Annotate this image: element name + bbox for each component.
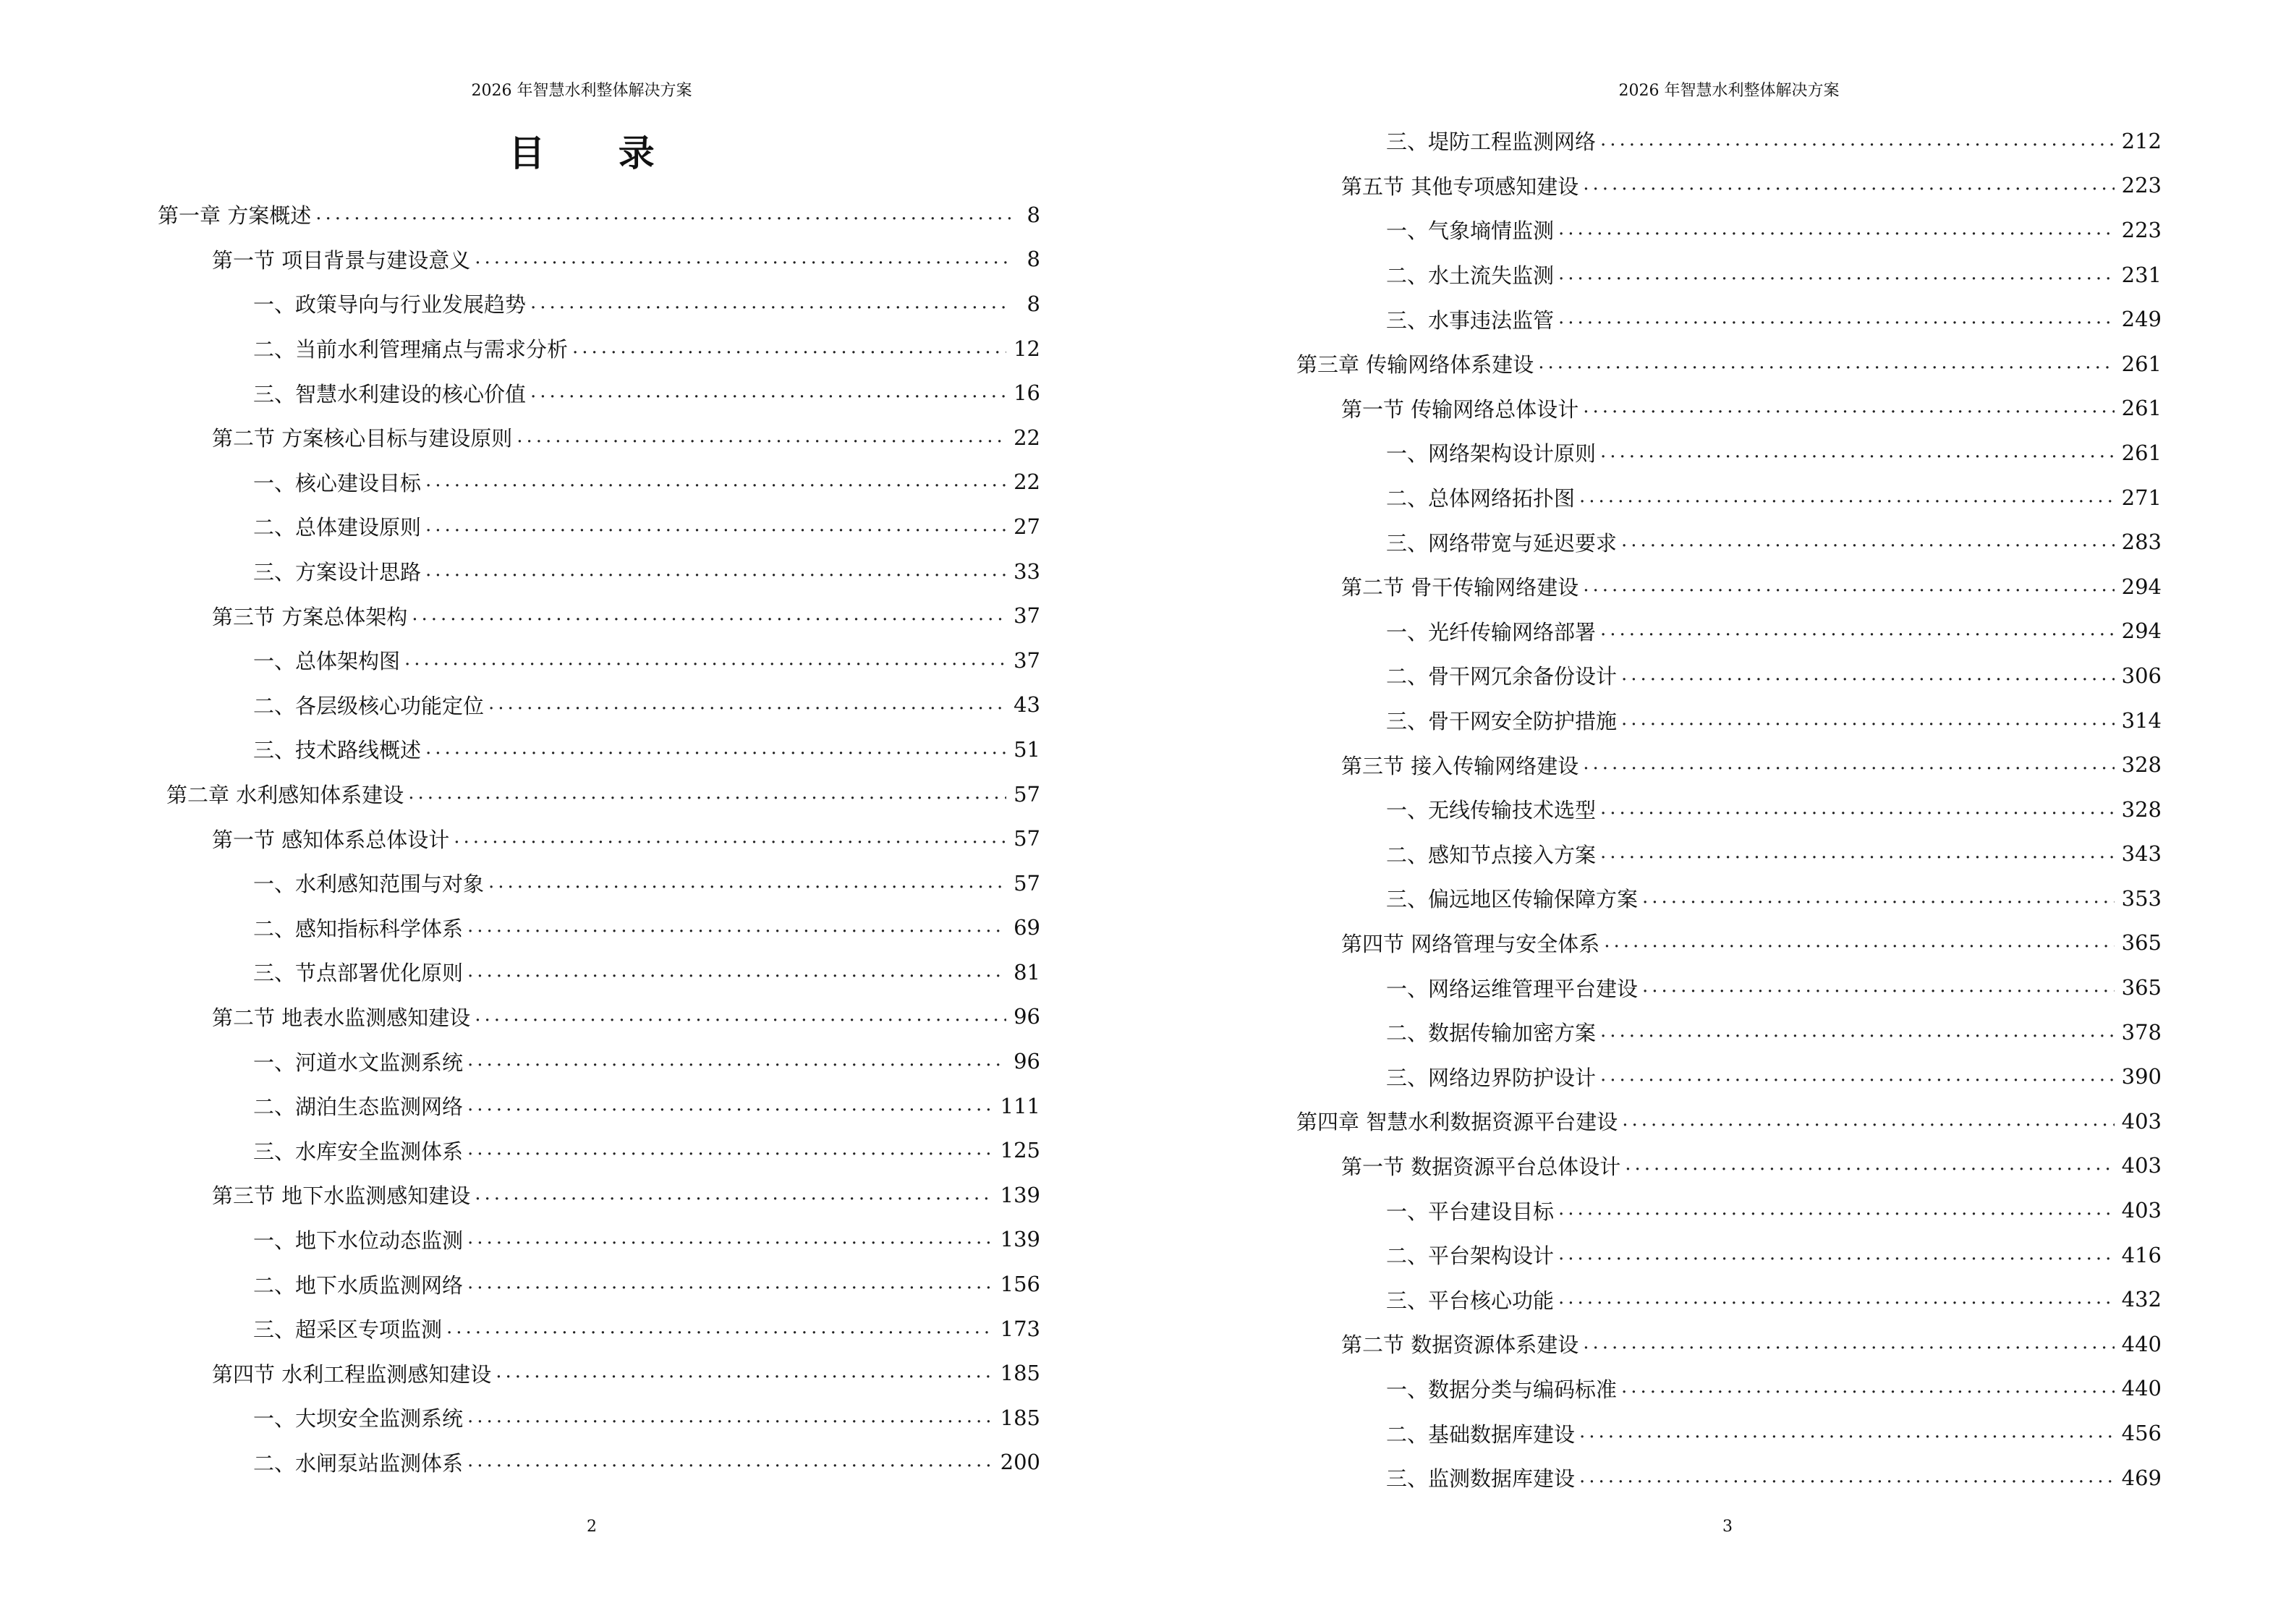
toc-subsection-entry[interactable] bbox=[1296, 832, 2162, 877]
dot-leader bbox=[1579, 487, 2115, 506]
toc-subsection-entry[interactable] bbox=[158, 683, 1040, 728]
dot-leader bbox=[467, 1407, 993, 1426]
toc-subsection-entry[interactable] bbox=[1296, 1277, 2162, 1322]
entry-page-number: 8 bbox=[1027, 247, 1040, 272]
toc-section-entry[interactable] bbox=[1296, 1144, 2162, 1189]
entry-page-number: 33 bbox=[1014, 558, 1040, 584]
entry-page-number: 57 bbox=[1014, 870, 1040, 896]
entry-page-number: 271 bbox=[2121, 485, 2162, 510]
entry-label: 一、无线传输技术选型 bbox=[1386, 798, 1597, 823]
entry-page-number: 365 bbox=[2121, 930, 2162, 956]
entry-label: 一、核心建设目标 bbox=[253, 470, 422, 496]
entry-page-number: 27 bbox=[1014, 514, 1040, 539]
dot-leader bbox=[467, 1228, 993, 1247]
entry-page-number: 51 bbox=[1014, 736, 1040, 762]
toc-subsection-entry[interactable] bbox=[1296, 653, 2162, 698]
entry-label: 第二章 水利感知体系建设 bbox=[166, 783, 404, 808]
entry-label: 三、偏远地区传输保障方案 bbox=[1386, 887, 1639, 912]
entry-label: 一、地下水位动态监测 bbox=[253, 1228, 464, 1253]
entry-label: 二、地下水质监测网络 bbox=[253, 1272, 464, 1298]
dot-leader bbox=[467, 1050, 1006, 1069]
entry-page-number: 81 bbox=[1014, 959, 1040, 985]
entry-page-number: 343 bbox=[2121, 841, 2162, 867]
entry-page-number: 328 bbox=[2121, 796, 2162, 822]
dot-leader bbox=[475, 248, 1011, 267]
entry-label: 一、数据分类与编码标准 bbox=[1386, 1377, 1618, 1402]
dot-leader bbox=[488, 694, 1006, 713]
entry-label: 一、总体架构图 bbox=[253, 649, 401, 674]
dot-leader bbox=[1600, 130, 2115, 149]
entry-label: 二、骨干网冗余备份设计 bbox=[1386, 664, 1618, 689]
dot-leader bbox=[1600, 1066, 2115, 1084]
toc-subsection-entry[interactable] bbox=[158, 638, 1040, 683]
entry-page-number: 456 bbox=[2121, 1421, 2162, 1446]
toc-subsection-entry[interactable] bbox=[158, 1039, 1040, 1084]
toc-subsection-entry[interactable] bbox=[158, 1395, 1040, 1440]
entry-label: 一、河道水文监测系统 bbox=[253, 1050, 464, 1075]
entry-page-number: 43 bbox=[1014, 692, 1040, 718]
toc-subsection-entry[interactable] bbox=[1296, 698, 2162, 743]
toc-subsection-entry[interactable] bbox=[1296, 1455, 2162, 1500]
entry-page-number: 294 bbox=[2121, 574, 2162, 599]
entry-label: 三、水事违法监管 bbox=[1386, 307, 1555, 333]
dot-leader bbox=[1558, 308, 2115, 327]
entry-page-number: 261 bbox=[2121, 396, 2162, 421]
dot-leader bbox=[467, 1273, 993, 1292]
toc-chapter-entry[interactable] bbox=[1296, 1099, 2162, 1144]
dot-leader bbox=[530, 293, 1011, 312]
toc-subsection-entry[interactable] bbox=[1296, 208, 2162, 252]
entry-page-number: 283 bbox=[2121, 530, 2162, 555]
toc-subsection-entry[interactable] bbox=[1296, 119, 2162, 163]
entry-page-number: 22 bbox=[1014, 425, 1040, 450]
toc-subsection-entry[interactable] bbox=[1296, 876, 2162, 921]
page-number: 2 bbox=[587, 1518, 597, 1536]
entry-page-number: 328 bbox=[2121, 752, 2162, 778]
entry-label: 第四章 智慧水利数据资源平台建设 bbox=[1296, 1110, 1618, 1135]
right-page bbox=[1143, 0, 2286, 1624]
entry-label: 二、总体网络拓扑图 bbox=[1386, 486, 1576, 511]
toc-subsection-entry[interactable] bbox=[158, 1262, 1040, 1306]
toc-chapter-entry[interactable] bbox=[158, 772, 1040, 817]
toc-subsection-entry[interactable] bbox=[158, 281, 1040, 326]
dot-leader bbox=[488, 872, 1006, 891]
entry-page-number: 57 bbox=[1014, 781, 1040, 807]
page-number: 3 bbox=[1722, 1518, 1733, 1536]
toc-subsection-entry[interactable] bbox=[1296, 965, 2162, 1010]
entry-label: 第三节 接入传输网络建设 bbox=[1341, 753, 1579, 778]
entry-page-number: 294 bbox=[2121, 618, 2162, 644]
dot-leader bbox=[467, 961, 1006, 980]
entry-label: 一、光纤传输网络部署 bbox=[1386, 619, 1597, 645]
dot-leader bbox=[1621, 531, 2115, 550]
toc-list bbox=[1296, 119, 2162, 1500]
dot-leader bbox=[572, 338, 1006, 357]
dot-leader bbox=[1558, 1199, 2115, 1218]
toc-subsection-entry[interactable] bbox=[158, 950, 1040, 995]
dot-leader bbox=[1622, 1110, 2114, 1129]
entry-label: 一、气象墒情监测 bbox=[1386, 218, 1555, 244]
toc-subsection-entry[interactable] bbox=[158, 1440, 1040, 1485]
entry-label: 二、当前水利管理痛点与需求分析 bbox=[253, 337, 569, 362]
dot-leader bbox=[454, 828, 1006, 846]
toc-subsection-entry[interactable] bbox=[1296, 1411, 2162, 1455]
entry-label: 二、水土流失监测 bbox=[1386, 263, 1555, 289]
toc-chapter-entry[interactable] bbox=[1296, 341, 2162, 386]
entry-label: 一、平台建设目标 bbox=[1386, 1199, 1555, 1224]
entry-label: 三、节点部署优化原则 bbox=[253, 961, 464, 986]
entry-label: 三、监测数据库建设 bbox=[1386, 1466, 1576, 1492]
entry-page-number: 353 bbox=[2121, 885, 2162, 911]
entry-label: 第四节 水利工程监测感知建设 bbox=[212, 1361, 492, 1387]
toc-section-entry[interactable] bbox=[1296, 564, 2162, 609]
entry-page-number: 22 bbox=[1014, 469, 1040, 495]
dot-leader bbox=[1558, 1244, 2115, 1263]
entry-label: 二、湖泊生态监测网络 bbox=[253, 1094, 464, 1120]
entry-label: 一、政策导向与行业发展趋势 bbox=[253, 292, 527, 318]
entry-label: 第五节 其他专项感知建设 bbox=[1341, 174, 1579, 199]
dot-leader bbox=[404, 650, 1006, 668]
dot-leader bbox=[467, 1095, 993, 1114]
running-head: 2026 年智慧水利整体解决方案 bbox=[471, 82, 692, 100]
toc-section-entry[interactable] bbox=[1296, 921, 2162, 966]
entry-page-number: 403 bbox=[2121, 1153, 2162, 1178]
entry-label: 第一节 项目背景与建设意义 bbox=[212, 247, 471, 273]
dot-leader bbox=[425, 739, 1006, 757]
dot-leader bbox=[1600, 799, 2115, 817]
entry-label: 一、网络运维管理平台建设 bbox=[1386, 976, 1639, 1001]
dot-leader bbox=[1583, 174, 2114, 193]
entry-label: 三、骨干网安全防护措施 bbox=[1386, 709, 1618, 734]
entry-page-number: 365 bbox=[2121, 975, 2162, 1000]
entry-label: 三、网络边界防护设计 bbox=[1386, 1065, 1597, 1090]
dot-leader bbox=[1583, 1333, 2114, 1352]
toc-subsection-entry[interactable] bbox=[158, 1217, 1040, 1262]
entry-label: 二、各层级核心功能定位 bbox=[253, 693, 485, 718]
toc-section-entry[interactable] bbox=[158, 415, 1040, 460]
entry-label: 第二节 地表水监测感知建设 bbox=[212, 1005, 471, 1030]
toc-section-entry[interactable] bbox=[158, 995, 1040, 1040]
entry-label: 第三节 地下水监测感知建设 bbox=[212, 1183, 471, 1209]
entry-label: 二、感知指标科学体系 bbox=[253, 916, 464, 941]
entry-page-number: 223 bbox=[2121, 173, 2162, 198]
dot-leader bbox=[1604, 932, 2114, 951]
dot-leader bbox=[517, 427, 1006, 446]
entry-label: 第一节 感知体系总体设计 bbox=[212, 827, 450, 852]
entry-label: 三、超采区专项监测 bbox=[253, 1317, 443, 1343]
toc-section-entry[interactable] bbox=[158, 816, 1040, 861]
dot-leader bbox=[1583, 576, 2114, 595]
entry-label: 第一节 数据资源平台总体设计 bbox=[1341, 1154, 1621, 1179]
dot-leader bbox=[1642, 977, 2115, 995]
dot-leader bbox=[530, 382, 1006, 401]
toc-subsection-entry[interactable] bbox=[158, 549, 1040, 594]
entry-label: 二、水闸泵站监测体系 bbox=[253, 1450, 464, 1476]
entry-page-number: 440 bbox=[2121, 1331, 2162, 1356]
dot-leader bbox=[1621, 665, 2115, 684]
entry-page-number: 37 bbox=[1014, 647, 1040, 673]
entry-label: 三、水库安全监测体系 bbox=[253, 1139, 464, 1164]
dot-leader bbox=[315, 204, 1011, 223]
dot-leader bbox=[412, 605, 1006, 624]
dot-leader bbox=[1558, 1288, 2115, 1307]
toc-subsection-entry[interactable] bbox=[1296, 519, 2162, 564]
entry-label: 第一节 传输网络总体设计 bbox=[1341, 396, 1579, 422]
toc-subsection-entry[interactable] bbox=[1296, 1188, 2162, 1233]
dot-leader bbox=[1621, 710, 2115, 728]
entry-page-number: 125 bbox=[1000, 1138, 1040, 1163]
entry-page-number: 8 bbox=[1027, 202, 1040, 227]
toc-section-entry[interactable] bbox=[1296, 163, 2162, 208]
dot-leader bbox=[1579, 1422, 2115, 1441]
entry-page-number: 432 bbox=[2121, 1287, 2162, 1312]
entry-label: 第二节 骨干传输网络建设 bbox=[1341, 575, 1579, 600]
entry-label: 二、平台架构设计 bbox=[1386, 1243, 1555, 1269]
entry-page-number: 261 bbox=[2121, 440, 2162, 465]
toc-subsection-entry[interactable] bbox=[158, 1306, 1040, 1351]
entry-page-number: 223 bbox=[2121, 217, 2162, 242]
entry-page-number: 12 bbox=[1014, 336, 1040, 361]
entry-label: 三、方案设计思路 bbox=[253, 560, 422, 585]
toc-subsection-entry[interactable] bbox=[158, 326, 1040, 371]
toc-subsection-entry[interactable] bbox=[158, 1128, 1040, 1173]
toc-subsection-entry[interactable] bbox=[1296, 430, 2162, 475]
entry-label: 一、水利感知范围与对象 bbox=[253, 872, 485, 897]
toc-subsection-entry[interactable] bbox=[158, 1084, 1040, 1128]
dot-leader bbox=[475, 1184, 993, 1203]
toc-subsection-entry[interactable] bbox=[1296, 787, 2162, 832]
entry-page-number: 69 bbox=[1014, 915, 1040, 940]
entry-label: 三、智慧水利建设的核心价值 bbox=[253, 381, 527, 407]
dot-leader bbox=[1600, 843, 2115, 862]
entry-label: 第一章 方案概述 bbox=[158, 203, 312, 229]
dot-leader bbox=[1558, 264, 2115, 283]
dot-leader bbox=[496, 1362, 993, 1381]
dot-leader bbox=[1538, 353, 2114, 372]
dot-leader bbox=[425, 561, 1006, 579]
entry-label: 一、网络架构设计原则 bbox=[1386, 441, 1597, 467]
entry-page-number: 231 bbox=[2121, 262, 2162, 287]
toc-subsection-entry[interactable] bbox=[1296, 1233, 2162, 1277]
entry-page-number: 139 bbox=[1000, 1227, 1040, 1252]
entry-page-number: 403 bbox=[2121, 1198, 2162, 1223]
entry-label: 三、技术路线概述 bbox=[253, 738, 422, 763]
toc-subsection-entry[interactable] bbox=[158, 727, 1040, 772]
entry-page-number: 156 bbox=[1000, 1272, 1040, 1297]
entry-label: 第二节 数据资源体系建设 bbox=[1341, 1332, 1579, 1358]
entry-label: 第三章 传输网络体系建设 bbox=[1296, 352, 1534, 378]
toc-subsection-entry[interactable] bbox=[1296, 475, 2162, 520]
dot-leader bbox=[425, 516, 1006, 535]
entry-page-number: 306 bbox=[2121, 663, 2162, 688]
dot-leader bbox=[1642, 888, 2115, 906]
toc-subsection-entry[interactable] bbox=[158, 861, 1040, 906]
entry-page-number: 440 bbox=[2121, 1376, 2162, 1401]
entry-page-number: 173 bbox=[1000, 1316, 1040, 1341]
entry-page-number: 111 bbox=[1000, 1093, 1040, 1118]
toc-subsection-entry[interactable] bbox=[158, 906, 1040, 951]
dot-leader bbox=[1621, 1377, 2115, 1396]
entry-page-number: 96 bbox=[1014, 1004, 1040, 1029]
entry-label: 第二节 方案核心目标与建设原则 bbox=[212, 426, 513, 451]
toc-subsection-entry[interactable] bbox=[1296, 1366, 2162, 1411]
entry-label: 三、堤防工程监测网络 bbox=[1386, 129, 1597, 155]
entry-label: 二、感知节点接入方案 bbox=[1386, 842, 1597, 867]
toc-section-entry[interactable] bbox=[158, 237, 1040, 282]
dot-leader bbox=[1579, 1467, 2115, 1486]
entry-label: 第三节 方案总体架构 bbox=[212, 604, 408, 629]
entry-page-number: 390 bbox=[2121, 1064, 2162, 1089]
entry-label: 三、平台核心功能 bbox=[1386, 1288, 1555, 1313]
dot-leader bbox=[1583, 754, 2114, 773]
toc-title: 目 录 bbox=[509, 132, 685, 174]
entry-page-number: 378 bbox=[2121, 1019, 2162, 1045]
dot-leader bbox=[425, 471, 1006, 490]
entry-page-number: 249 bbox=[2121, 307, 2162, 332]
toc-subsection-entry[interactable] bbox=[1296, 609, 2162, 654]
dot-leader bbox=[1600, 1021, 2115, 1040]
toc-section-entry[interactable] bbox=[1296, 742, 2162, 787]
entry-page-number: 139 bbox=[1000, 1182, 1040, 1207]
entry-page-number: 8 bbox=[1027, 291, 1040, 316]
dot-leader bbox=[467, 917, 1006, 935]
entry-page-number: 403 bbox=[2121, 1108, 2162, 1134]
entry-page-number: 416 bbox=[2121, 1242, 2162, 1267]
dot-leader bbox=[1583, 397, 2114, 416]
toc-section-entry[interactable] bbox=[158, 1173, 1040, 1217]
entry-page-number: 57 bbox=[1014, 826, 1040, 851]
toc-chapter-entry[interactable] bbox=[158, 192, 1040, 237]
entry-page-number: 200 bbox=[1000, 1450, 1040, 1475]
entry-label: 一、大坝安全监测系统 bbox=[253, 1406, 464, 1432]
toc-subsection-entry[interactable] bbox=[158, 504, 1040, 549]
toc-section-entry[interactable] bbox=[158, 593, 1040, 638]
toc-section-entry[interactable] bbox=[1296, 1322, 2162, 1366]
dot-leader bbox=[1558, 219, 2115, 238]
dot-leader bbox=[467, 1139, 993, 1158]
entry-page-number: 314 bbox=[2121, 707, 2162, 733]
dot-leader bbox=[408, 783, 1006, 802]
toc-subsection-entry[interactable] bbox=[1296, 1010, 2162, 1055]
dot-leader bbox=[467, 1451, 993, 1470]
running-head: 2026 年智慧水利整体解决方案 bbox=[1618, 82, 1840, 100]
entry-label: 二、基础数据库建设 bbox=[1386, 1421, 1576, 1447]
dot-leader bbox=[1625, 1155, 2114, 1173]
dot-leader bbox=[1600, 620, 2115, 639]
toc-subsection-entry[interactable] bbox=[158, 370, 1040, 415]
entry-label: 二、数据传输加密方案 bbox=[1386, 1021, 1597, 1046]
toc-section-entry[interactable] bbox=[1296, 386, 2162, 431]
entry-page-number: 185 bbox=[1000, 1361, 1040, 1386]
entry-label: 三、网络带宽与延迟要求 bbox=[1386, 530, 1618, 556]
dot-leader bbox=[475, 1006, 1006, 1024]
dot-leader bbox=[446, 1318, 993, 1337]
entry-page-number: 16 bbox=[1014, 381, 1040, 406]
dot-leader bbox=[1600, 442, 2115, 461]
entry-page-number: 261 bbox=[2121, 351, 2162, 376]
entry-page-number: 185 bbox=[1000, 1405, 1040, 1430]
entry-page-number: 37 bbox=[1014, 603, 1040, 629]
toc-subsection-entry[interactable] bbox=[158, 460, 1040, 505]
entry-label: 二、总体建设原则 bbox=[253, 515, 422, 540]
entry-page-number: 96 bbox=[1014, 1049, 1040, 1074]
entry-label: 第四节 网络管理与安全体系 bbox=[1341, 931, 1600, 956]
toc-subsection-entry[interactable] bbox=[1296, 252, 2162, 297]
entry-page-number: 212 bbox=[2121, 128, 2162, 153]
toc-subsection-entry[interactable] bbox=[1296, 1054, 2162, 1099]
toc-list bbox=[158, 192, 1040, 1484]
toc-section-entry[interactable] bbox=[158, 1351, 1040, 1395]
toc-subsection-entry[interactable] bbox=[1296, 297, 2162, 341]
entry-page-number: 469 bbox=[2121, 1465, 2162, 1490]
